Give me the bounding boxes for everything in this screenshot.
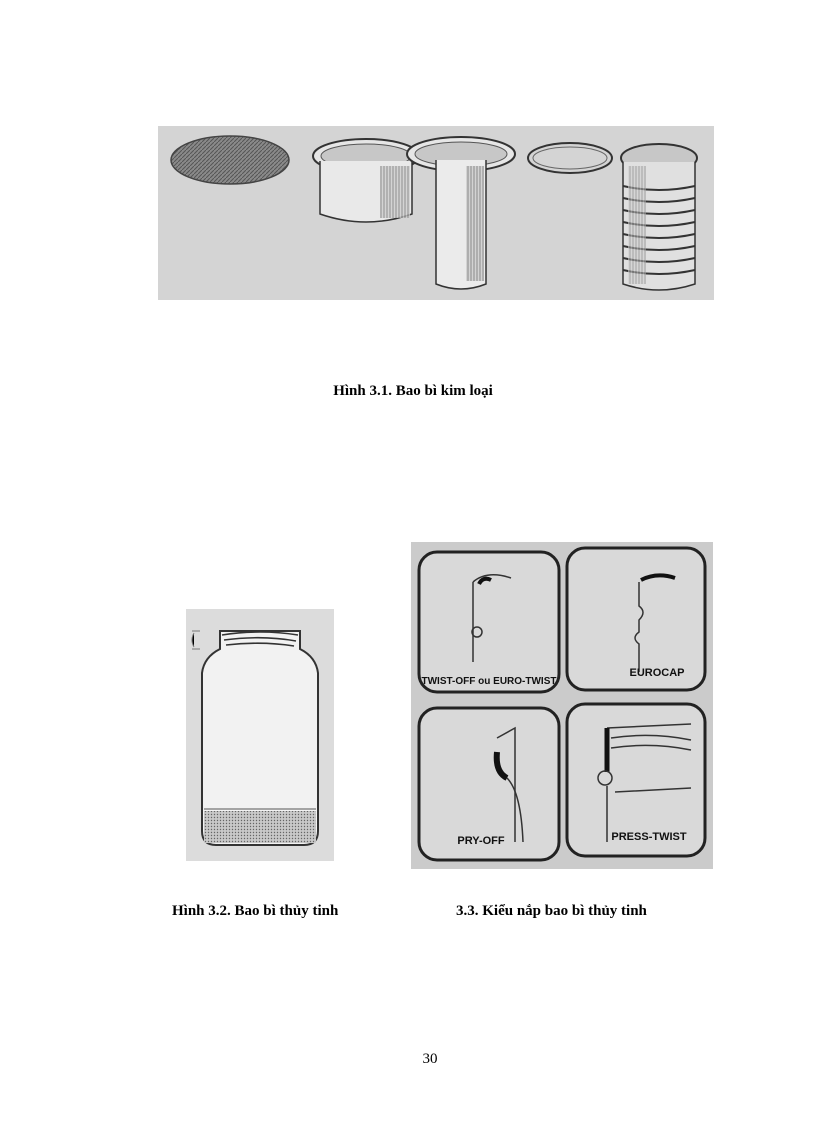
figure-caption: Hình 3.2. Bao bì thủy tinh xyxy=(172,903,339,919)
closure-label-eurocap: EUROCAP xyxy=(629,667,685,679)
closure-types-image xyxy=(411,542,713,869)
closure-label-twist-off: TWIST-OFF ou EURO-TWIST xyxy=(421,676,557,687)
metal-cans-image xyxy=(158,126,714,300)
glass-jar-image xyxy=(186,609,334,861)
figure-caption: Hình 3.1. Bao bì kim loại xyxy=(333,383,493,399)
figure-caption: 3.3. Kiểu nắp bao bì thủy tinh xyxy=(456,903,647,919)
page-number: 30 xyxy=(422,1051,438,1067)
closure-label-pry-off: PRY-OFF xyxy=(457,835,505,847)
closure-label-press-twist: PRESS-TWIST xyxy=(611,831,687,843)
